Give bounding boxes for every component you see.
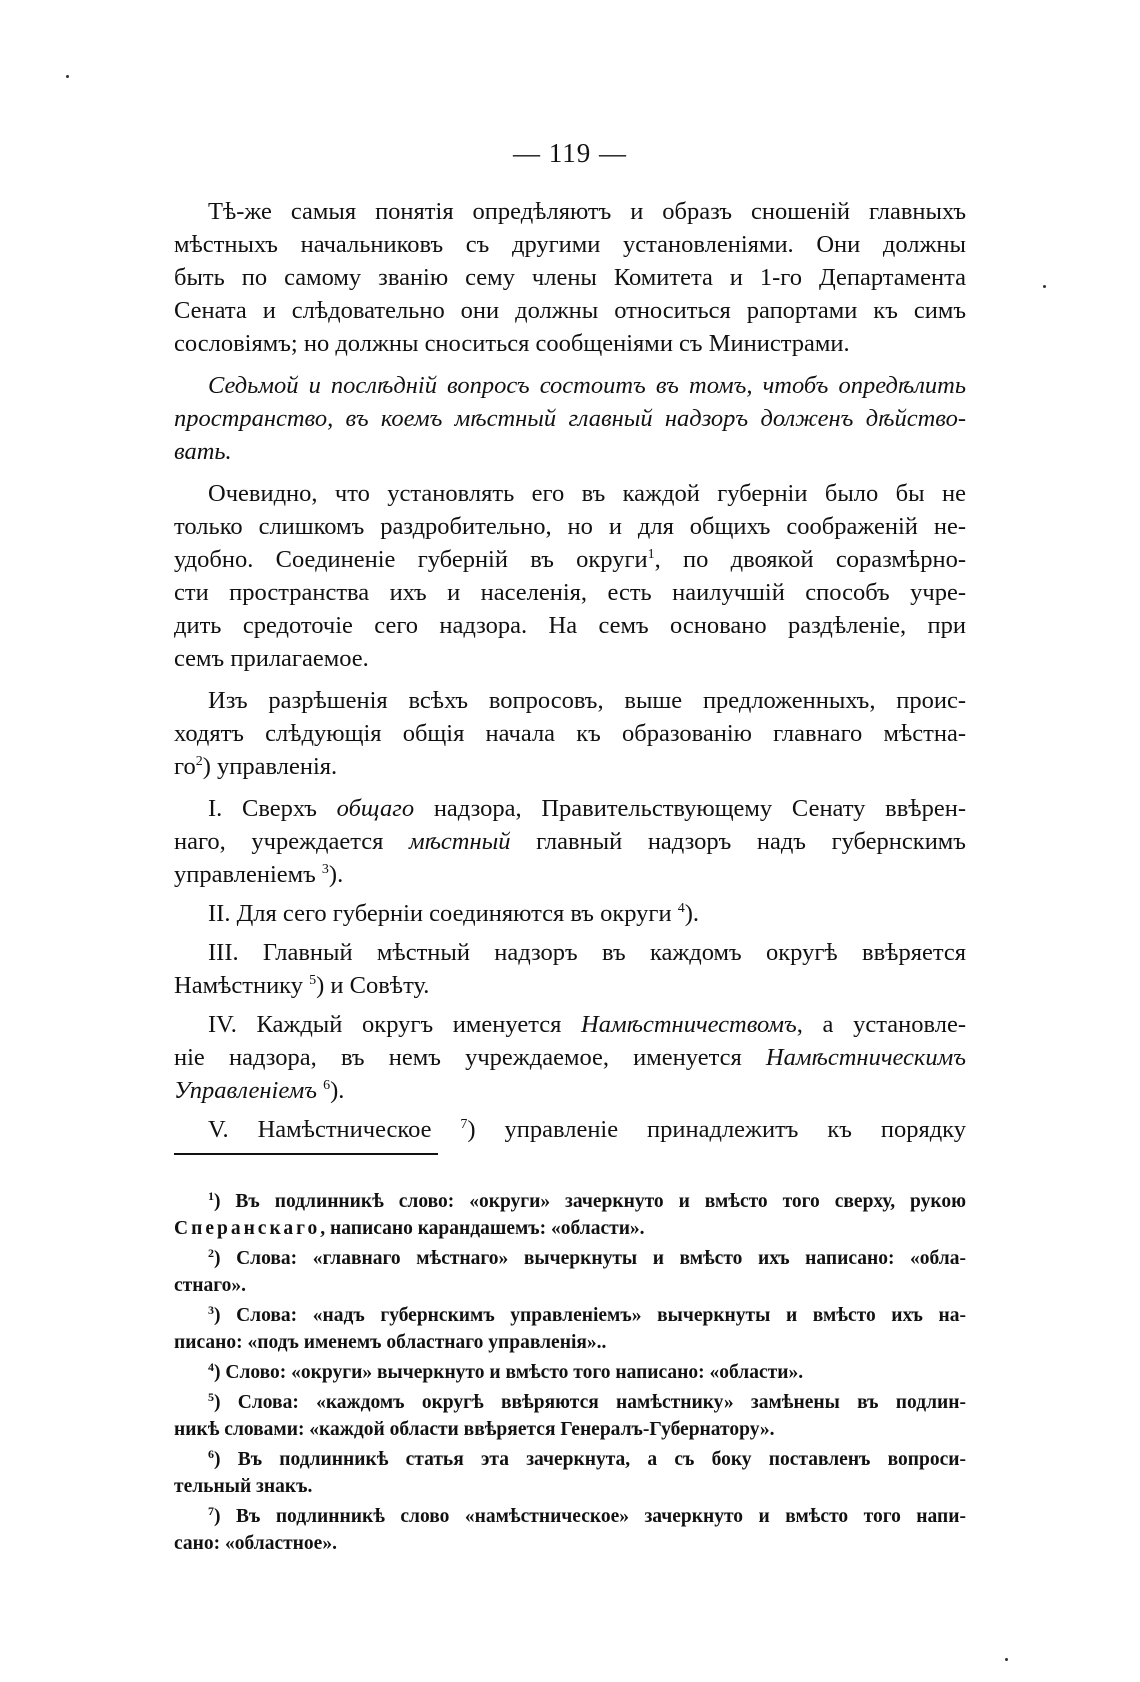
footnote-mark: 3 (208, 1303, 214, 1317)
text-line: $го^2$) управленія. (174, 753, 338, 780)
text-line: быть по самому званію сему члены Комитета и 1-го Департамента (174, 264, 966, 291)
text-span: го (174, 753, 196, 780)
footnote-mark: 4 (208, 1360, 214, 1374)
text-span: ) Слово: «округи» вычеркнуто и вмѣсто того написано: «области». (214, 1362, 804, 1383)
footnote (174, 1503, 966, 1557)
text-line (174, 543, 966, 576)
paragraph-italic (174, 369, 966, 468)
text-span: ) Слова: «главнаго мѣстнаго» вычеркнуты и вмѣсто ихъ написано: «обла- (214, 1248, 966, 1269)
footnote-line: писано: «подъ именемъ областнаго управленія».. (174, 1332, 607, 1353)
paragraph (174, 477, 966, 675)
text-line: Изъ разрѣшенія всѣхъ вопросовъ, выше предложенныхъ, проис- (208, 687, 966, 714)
text-span: , а установле- (796, 1011, 966, 1038)
text-span: управленіемъ (174, 861, 316, 888)
text-line: Сената и слѣдовательно они должны относиться рапортами къ симъ (174, 297, 966, 324)
paragraph (174, 195, 966, 360)
text-line: Седьмой и послѣдній вопросъ состоитъ въ томъ, чтобъ опредѣлить (208, 372, 966, 399)
scan-speck (1005, 1658, 1008, 1661)
footnote-ref[interactable]: 3 (321, 862, 329, 877)
text-line: сословіямъ; но должны сноситься сообщеніями съ Министрами. (174, 330, 850, 357)
text-span: IV. Каждый округъ именуется (208, 1011, 582, 1038)
footnote-line (174, 1188, 966, 1215)
footnote-mark: 2 (208, 1246, 214, 1260)
footnote-mark: 7 (208, 1504, 214, 1518)
main-text (174, 195, 966, 1146)
footnote-line (174, 1503, 966, 1530)
footnote-line (174, 1446, 966, 1473)
text-span: ) Въ подлинникѣ слово «намѣстническое» зачеркнуто и вмѣсто того напи- (214, 1506, 966, 1527)
text-line: мѣстныхъ начальниковъ съ другими установленіями. Они должны (174, 231, 966, 258)
footnote-ref[interactable]: 1 (647, 547, 655, 562)
scan-speck (1043, 285, 1046, 288)
emphasis: Намѣстничествомъ (581, 1011, 797, 1038)
footnote-line (174, 1389, 966, 1416)
footnote-line (174, 1302, 966, 1329)
text-span: ніе надзора, въ немъ учреждаемое, именуется (174, 1044, 766, 1071)
footnote-ref[interactable]: 5 (309, 973, 317, 988)
text-line (174, 858, 966, 891)
emphasis: общаго (336, 795, 415, 822)
text-line: Очевидно, что установлять его въ каждой губерніи было бы не (208, 480, 966, 507)
text-span: главный надзоръ надъ губернскимъ (510, 828, 966, 855)
text-line (174, 969, 966, 1002)
text-line (174, 1008, 966, 1041)
text-span: ) управленіе принадлежитъ къ порядку (467, 1116, 966, 1143)
text-span: I. Сверхъ (208, 795, 337, 822)
text-line: Тѣ-же самыя понятія опредѣляютъ и образъ сношеній главныхъ (208, 198, 966, 225)
text-span: ) и Совѣту. (316, 972, 430, 999)
article-4 (174, 1008, 966, 1107)
scan-speck (66, 75, 69, 78)
article-2 (174, 897, 966, 930)
text-line: семъ прилагаемое. (174, 645, 369, 672)
footnote-ref[interactable]: 2 (195, 754, 203, 769)
footnote-line (174, 1359, 966, 1386)
footnote-mark: 5 (208, 1390, 214, 1404)
text-line: сти пространства ихъ и населенія, есть наилучшій способъ учре- (174, 579, 966, 606)
footnote (174, 1359, 966, 1386)
text-line: пространство, въ коемъ мѣстный главный надзоръ долженъ дѣйство- (174, 405, 966, 432)
text-span: V. Намѣстническое (208, 1116, 432, 1143)
text-line (174, 792, 966, 825)
emphasis: Управленіемъ (174, 1077, 317, 1104)
text-span: ) Въ подлинникѣ слово: «округи» зачеркнуто и вмѣсто того сверху, рукою (214, 1191, 966, 1212)
text-span: ). (684, 900, 700, 927)
text-span: ) Слова: «надъ губернскимъ управленіемъ» вычеркнуты и вмѣсто ихъ на- (214, 1305, 966, 1326)
emphasis: Намѣстническимъ (765, 1044, 966, 1071)
footnote-ref[interactable]: 7 (460, 1117, 468, 1132)
footnote-line: никѣ словами: «каждой области ввѣряется Генералъ-Губернатору». (174, 1419, 775, 1440)
footnote-line (174, 1245, 966, 1272)
footnote-line (174, 1215, 966, 1242)
footnote-mark: 6 (208, 1447, 214, 1461)
text-span: надзора, Правительствующему Сенату ввѣрен- (414, 795, 966, 822)
footnote-line: тельный знакъ. (174, 1476, 313, 1497)
footnote (174, 1245, 966, 1299)
article-3 (174, 936, 966, 1002)
text-span: удобно. Соединеніе губерній въ округи (174, 546, 648, 573)
paragraph (174, 684, 966, 783)
footnote-line: сано: «областное». (174, 1533, 337, 1554)
page-number: — 119 — (513, 138, 627, 168)
text-span: ) Слова: «каждомъ округѣ ввѣряются намѣстнику» замѣнены въ подлин- (214, 1392, 966, 1413)
text-span: II. Для сего губерніи соединяются въ округи (208, 900, 672, 927)
article-1 (174, 792, 966, 891)
text-span: ) Въ подлинникѣ статья эта зачеркнута, а съ боку поставленъ вопроси- (214, 1449, 966, 1470)
footnote-separator (174, 1153, 438, 1155)
footnote-mark: 1 (208, 1189, 214, 1203)
text-line (174, 1074, 966, 1107)
text-span: Намѣстнику (174, 972, 303, 999)
text-line (174, 1041, 966, 1074)
text-line: только слишкомъ раздробительно, но и для общихъ соображеній не- (174, 513, 966, 540)
footnote (174, 1302, 966, 1356)
text-line: дить средоточіе сего надзора. На семъ основано раздѣленіе, при (174, 612, 966, 639)
footnote (174, 1446, 966, 1500)
text-span: , по двоякой соразмѣрно- (654, 546, 966, 573)
spaced-name: Сперанскаго (174, 1218, 321, 1239)
footnote (174, 1188, 966, 1242)
text-line: ходятъ слѣдующія общія начала къ образованію главнаго мѣстна- (174, 720, 966, 747)
footnotes (174, 1188, 966, 1557)
text-line: вать. (174, 438, 232, 465)
text-line: III. Главный мѣстный надзоръ въ каждомъ округѣ ввѣряется (208, 939, 966, 966)
text-span: управленія. (217, 753, 338, 780)
text-line (174, 897, 966, 930)
article-5 (174, 1113, 966, 1146)
emphasis: мѣстный (408, 828, 511, 855)
footnote-ref[interactable]: 4 (677, 901, 685, 916)
footnote (174, 1389, 966, 1443)
text-span: наго, учреждается (174, 828, 409, 855)
text-span: ). (330, 1077, 345, 1104)
footnote-ref[interactable]: 6 (323, 1078, 331, 1093)
text-span: ). (328, 861, 344, 888)
text-line (174, 825, 966, 858)
text-span: , написано карандашемъ: «области». (320, 1218, 645, 1239)
text-line (174, 1113, 966, 1146)
footnote-line: стнаго». (174, 1275, 246, 1296)
